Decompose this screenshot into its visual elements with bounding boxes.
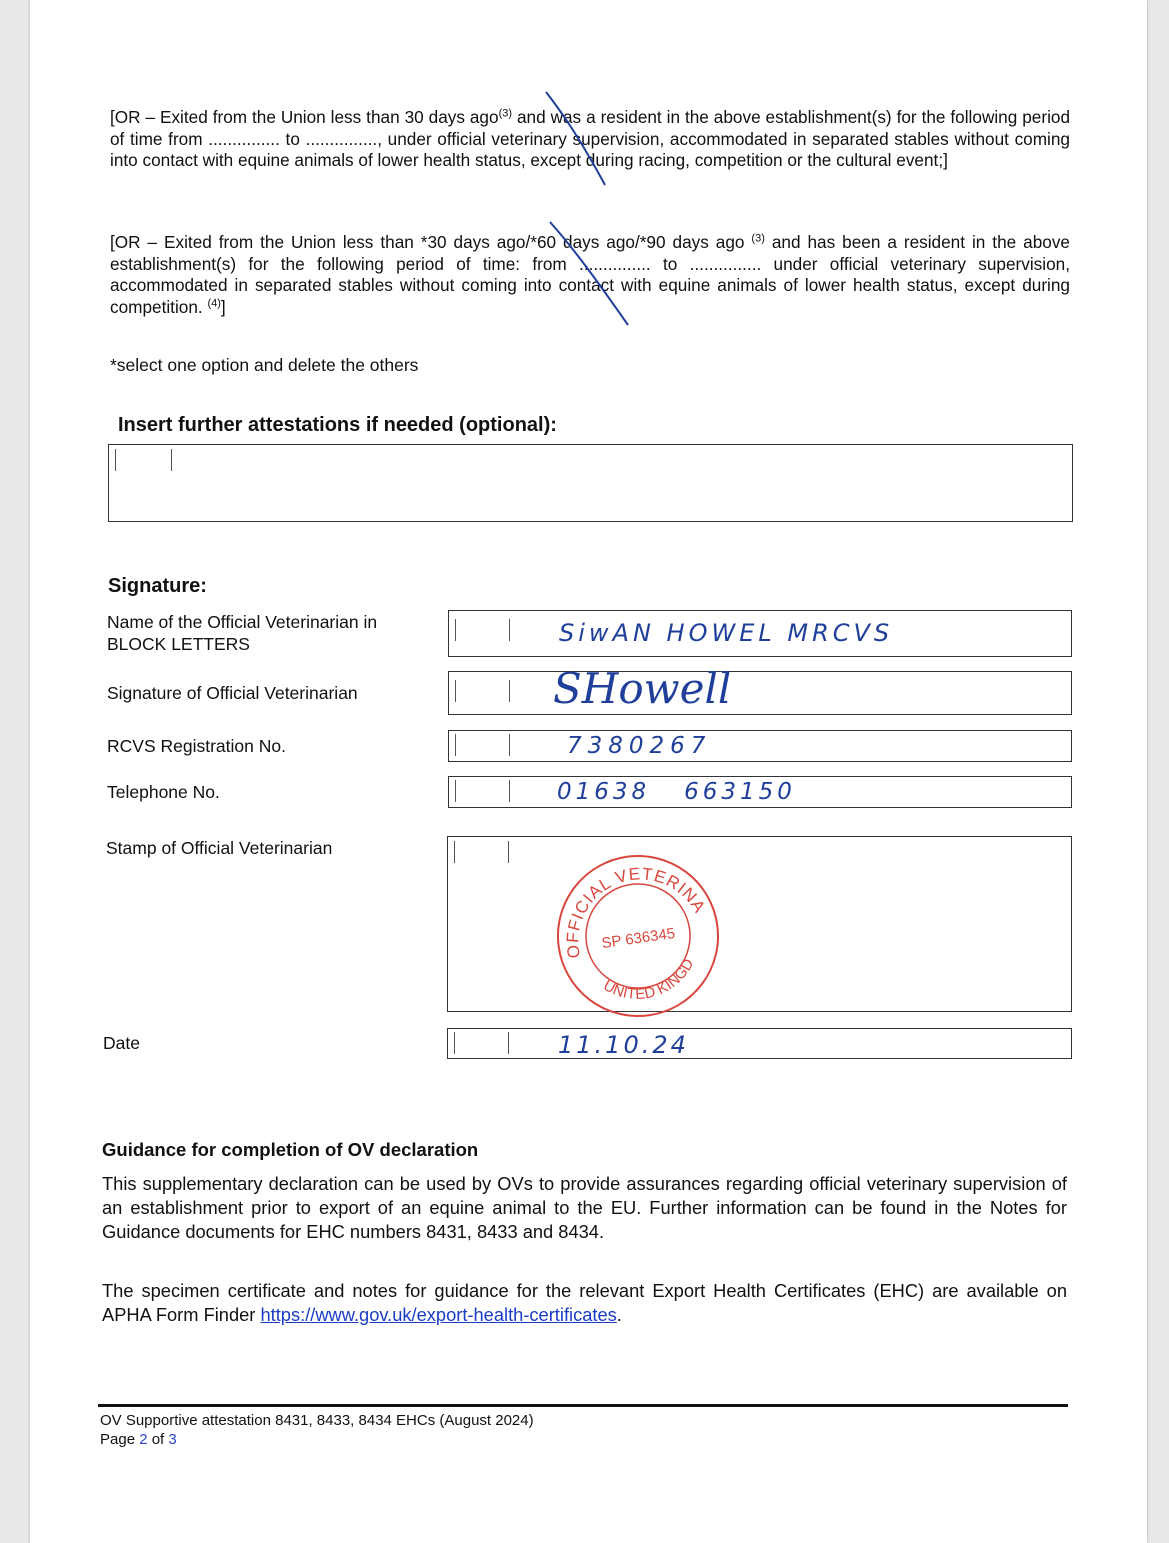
signature-heading: Signature:	[108, 575, 207, 597]
footer-title: OV Supportive attestation 8431, 8433, 8434 EHCs (August 2024)	[100, 1412, 534, 1429]
field-marker	[454, 1032, 455, 1054]
p2-text-b: and has been a resident in the above establishment(s) for the following period of time: from ............... to ............... under official veterinary supervision, accommodated in separated stables without coming into contact with equine animals of lower health status, except during competition.	[110, 232, 1070, 317]
stamp-label: Stamp of Official Veterinarian	[106, 838, 333, 858]
rcvs-label: RCVS Registration No.	[107, 736, 286, 756]
footer-page-number	[100, 1430, 177, 1449]
field-marker	[454, 841, 455, 863]
guidance-p2-text: The specimen certificate and notes for guidance for the relevant Export Health Certificates (EHC) are available on APHA Form Finder	[102, 1280, 1067, 1325]
phone-field[interactable]	[448, 776, 1072, 808]
field-marker	[508, 1032, 509, 1054]
rcvs-handwriting: 7380267	[567, 733, 712, 759]
footer-rule	[98, 1404, 1068, 1407]
document-page	[30, 0, 1147, 1543]
p1-text-a: [OR – Exited from the Union less than 30 days ago	[110, 107, 499, 127]
name-label: Name of the Official Veterinarian in BLOCK LETTERS	[107, 612, 378, 654]
strike-line-2	[550, 222, 628, 325]
page-prefix: Page	[100, 1431, 140, 1448]
field-marker	[455, 619, 456, 641]
official-stamp	[548, 851, 728, 1021]
pen-strike-marks	[30, 0, 1147, 400]
stamp-top-text: OFFICIAL VETERINARIAN	[563, 864, 710, 960]
p2-text-a: [OR – Exited from the Union less than *30 days ago/*60 days ago/*90 days ago	[110, 232, 752, 252]
stamp-field[interactable]	[447, 836, 1072, 1012]
field-marker	[509, 619, 510, 641]
export-health-certificates-link[interactable]: https://www.gov.uk/export-health-certificates	[260, 1304, 617, 1325]
p1-text-b: and was a resident in the above establishment(s) for the following period of time from ............... to ..............., under official veterinary supervision, accommodated in separated stables without coming into contact with equine animals of lower health status, except during racing, competition or the cultural event;]	[110, 107, 1071, 170]
field-marker	[509, 680, 510, 702]
page-current: 2	[139, 1431, 148, 1448]
name-field[interactable]	[448, 610, 1072, 657]
stamp-bottom-text: UNITED KINGDOM	[600, 955, 698, 1003]
name-handwriting: SiwAN HOWEL MRCVS	[559, 619, 894, 647]
field-marker	[508, 841, 509, 863]
date-field[interactable]	[447, 1028, 1072, 1059]
phone-label: Telephone No.	[107, 782, 220, 802]
signature-label: Signature of Official Veterinarian	[107, 683, 358, 703]
guidance-p2-end: .	[616, 1304, 622, 1325]
guidance-paragraph-2	[102, 1279, 1067, 1327]
field-marker	[115, 449, 116, 471]
field-marker	[171, 449, 172, 471]
signature-handwriting: SHowell	[553, 664, 732, 713]
select-note: *select one option and delete the others	[110, 355, 419, 375]
field-marker	[509, 734, 510, 756]
further-attestations-heading: Insert further attestations if needed (optional):	[118, 414, 557, 436]
further-attestations-field[interactable]	[108, 444, 1073, 522]
stamp-number: SP 636345	[600, 924, 677, 953]
field-marker	[455, 734, 456, 756]
date-label: Date	[103, 1033, 140, 1053]
guidance-paragraph-1: This supplementary declaration can be used by OVs to provide assurances regarding official veterinary supervision of an establishment prior to export of an equine animal to the EU. Further information can be found in the Notes for Guidance documents for EHC numbers 8431, 8433 and 8434.	[102, 1173, 1067, 1242]
strike-line-1	[546, 92, 605, 185]
date-handwriting: 11.10.24	[558, 1031, 689, 1059]
page-of: of	[147, 1431, 169, 1448]
signature-field[interactable]	[448, 664, 1072, 715]
p2-footnote-2: (4)	[207, 296, 221, 309]
p2-text-c: ]	[220, 296, 226, 317]
p1-footnote: (3)	[498, 107, 513, 120]
field-marker	[455, 780, 456, 802]
phone-handwriting: 01638 663150	[557, 779, 796, 805]
field-marker	[455, 680, 456, 702]
p2-footnote: (3)	[751, 232, 765, 245]
rcvs-field[interactable]	[448, 730, 1072, 762]
guidance-heading: Guidance for completion of OV declaration	[102, 1139, 479, 1160]
field-marker	[509, 780, 510, 802]
page-total: 3	[168, 1431, 177, 1448]
